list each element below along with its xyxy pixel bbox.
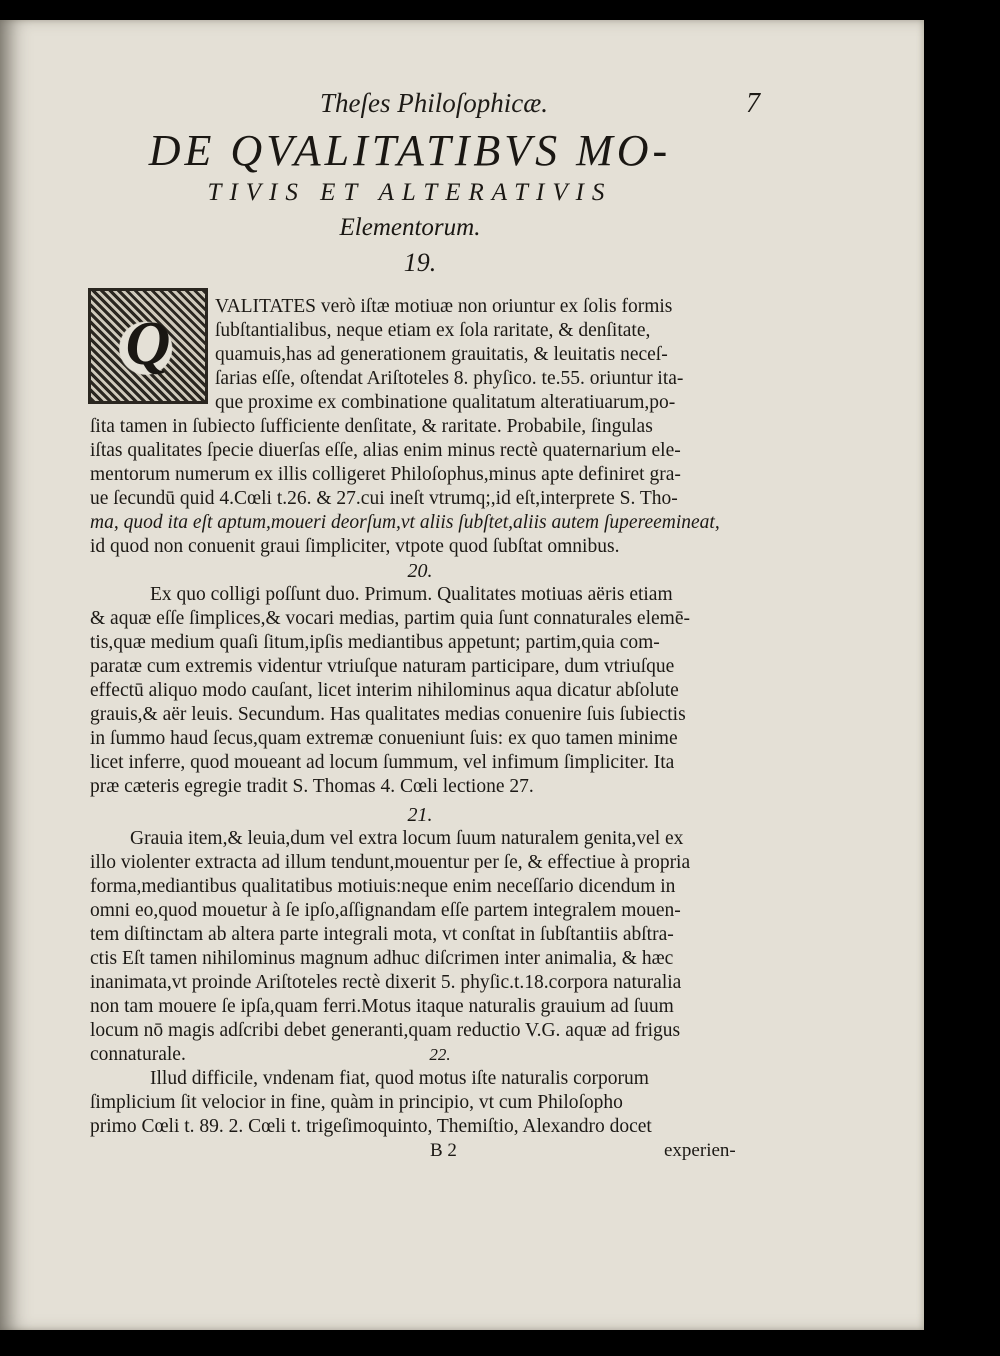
text-line: connaturale.: [90, 1044, 186, 1065]
text-line: præ cæteris egregie tradit S. Thomas 4. Cœli lectione 27.: [90, 776, 534, 797]
running-head: [300, 88, 760, 128]
text-line: illo violenter extracta ad illum tendunt,mouentur per ſe, & effectiue à propria: [90, 852, 691, 873]
text-line: iſtas qualitates ſpecie diuerſas eſſe, alias enim minus rectè quaternarium ele-: [90, 440, 681, 461]
text-line: Ex quo colligi poſſunt duo. Primum. Qualitates motiuas aëris etiam: [150, 584, 673, 605]
running-title: Theſes Philoſophicæ.: [320, 88, 548, 118]
initial-letter: Q: [125, 310, 171, 378]
text-line: licet inferre, quod moueant ad locum ſummum, vel infimum ſimpliciter. Ita: [90, 752, 675, 773]
text-line: ma, quod ita eſt aptum,moueri deorſum,vt aliis ſubſtet,aliis autem ſupereemineat,: [90, 512, 720, 533]
text-line: id quod non conuenit graui ſimpliciter, vtpote quod ſubſtat omnibus.: [90, 536, 620, 557]
text-line: omni eo,quod mouetur à ſe ipſo,aſſignandam eſſe partem integralem mouen-: [90, 900, 681, 921]
text-line: forma,mediantibus qualitatibus motiuis:neque enim neceſſario dicendum in: [90, 876, 676, 897]
heading-line-3: Elementorum.: [339, 214, 481, 241]
decorated-initial: [88, 288, 208, 404]
text-line: ſimplicium ſit velocior in fine, quàm in principio, vt cum Philoſopho: [90, 1092, 623, 1113]
text-line: que proxime ex combinatione qualitatum alteratiuarum,po-: [215, 392, 676, 413]
text-line: mentorum numerum ex illis colligeret Philoſophus,minus apte definiret gra-: [90, 464, 681, 485]
section-number-19: 19.: [403, 248, 437, 277]
text-line: primo Cœli t. 89. 2. Cœli t. trigeſimoquinto, Themiſtio, Alexandro docet: [90, 1116, 652, 1137]
text-line: ſarias eſſe, oſtendat Ariſtoteles 8. phyſico. te.55. oriuntur ita-: [215, 368, 684, 389]
section-number-21: 21.: [407, 804, 433, 826]
text-line: ſita tamen in ſubiecto ſufficiente denſitate, & raritate. Probabile, ſingulas: [90, 416, 653, 437]
text-line: VALITATES verò iſtæ motiuæ non oriuntur ex ſolis formis: [215, 296, 673, 317]
text-line: Grauia item,& leuia,dum vel extra locum ſuum naturalem genita,vel ex: [130, 828, 684, 849]
text-line: ctis Eſt tamen nihilominus magnum adhuc diſcrimen inter animalia, & hæc: [90, 948, 674, 969]
text-line: & aquæ eſſe ſimplices,& vocari medias, partim quia ſunt connaturales elemē-: [90, 608, 690, 629]
text-line: quamuis,has ad generationem grauitatis, & leuitatis neceſ-: [215, 344, 668, 365]
text-line: tem diſtinctam ab altera parte integrali mota, vt conſtat in ſubſtantiis abſtra-: [90, 924, 674, 945]
section-number-20: 20.: [407, 560, 433, 582]
heading-line-1: DE QVALITATIBVS MO-: [148, 126, 672, 175]
text-line: tis,quæ medium quaſi ſitum,ipſis mediantibus appetunt; partim,quia com-: [90, 632, 660, 653]
text-line: effectū aliquo modo cauſant, licet interim nihilominus aqua dicatur abſolute: [90, 680, 679, 701]
text-line: paratæ cum extremis videntur vtriuſque naturam participare, dum vtriuſque: [90, 656, 675, 677]
heading-line-2: TIVIS ET ALTERATIVIS: [207, 179, 613, 206]
chapter-heading: [60, 126, 760, 246]
text-line: ue ſecundū quid 4.Cœli t.26. & 27.cui ineſt vtrumq;,id eſt,interprete S. Tho-: [90, 488, 678, 509]
signature-mark: B 2: [430, 1140, 457, 1161]
text-line: inanimata,vt proinde Ariſtoteles rectè dixerit 5. phyſic.t.18.corpora naturalia: [90, 972, 682, 993]
text-line: Illud difficile, vndenam fiat, quod motus iſte naturalis corporum: [150, 1068, 649, 1089]
text-line: in ſummo haud ſecus,quam extremæ conueniunt ſuis: ex quo tamen minime: [90, 728, 678, 749]
section-number-22: 22.: [429, 1045, 451, 1064]
catchword: experien-: [664, 1140, 736, 1161]
page-number: 7: [746, 88, 760, 119]
text-line: ſubſtantialibus, neque etiam ex ſola raritate, & denſitate,: [215, 320, 651, 341]
text-line: locum nō magis adſcribi debet generanti,quam reductio V.G. aquæ ad frigus: [90, 1020, 681, 1041]
text-line: grauis,& aër leuis. Secundum. Has qualitates medias conuenire ſuis ſubiectis: [90, 704, 686, 725]
text-line: non tam mouere ſe ipſa,quam ferri.Motus itaque naturalis grauium ad ſuum: [90, 996, 674, 1017]
